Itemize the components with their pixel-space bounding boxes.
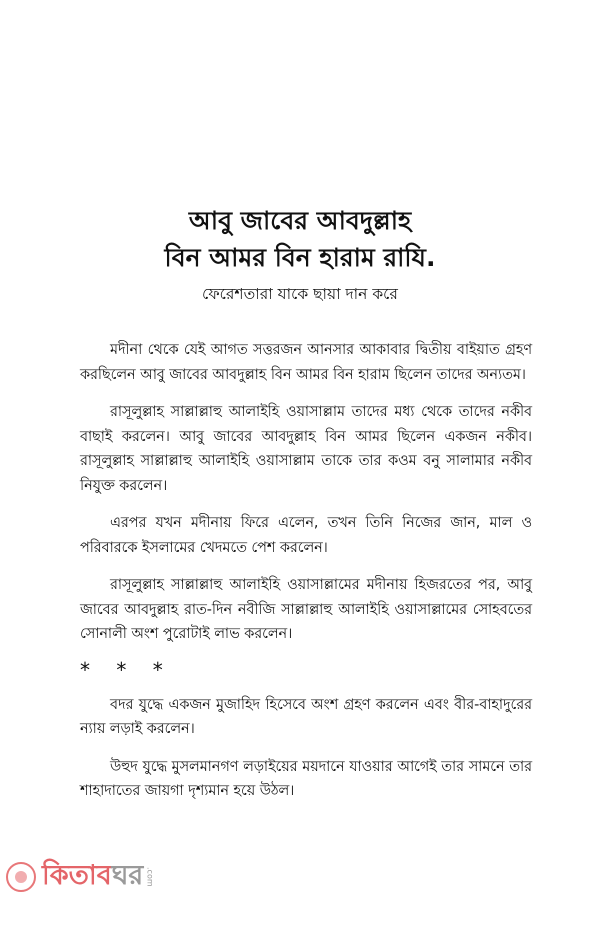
paragraph-5: বদর যুদ্ধে একজন মুজাহিদ হিসেবে অংশ গ্রহণ করলেন এবং বীর-বাহাদুরের ন্যায় লড়াই করলেন।	[80, 696, 532, 737]
chapter-body	[80, 338, 532, 817]
logo-text-accent: ঘর	[111, 859, 144, 891]
paragraph-4: রাসূলুল্লাহ সাল্লাল্লাহু আলাইহি ওয়াসাল্লামের মদীনায় হিজরতের পর, আবু জাবের আবদুল্লাহ রাত-দিন নবীজি সাল্লাল্লাহু আলাইহি ওয়াসাল্লামের সোহবতের সোনালী অংশ পুরোটাই লাভ করলেন।	[80, 577, 532, 642]
paragraph-2: রাসূলুল্লাহ সাল্লাল্লাহু আলাইহি ওয়াসাল্লাম তাদের মধ্য থেকে তাদের নকীব বাছাই করলেন। আবু জাবের আবদুল্লাহ বিন আমর ছিলেন একজন নকীব। রাসূলুল্লাহ সাল্লাল্লাহু আলাইহি ওয়াসাল্লাম তাকে তার কওম বনু সালামার নকীব নিযুক্ত করলেন।	[80, 404, 532, 494]
watermark-logo	[6, 852, 154, 902]
section-separator: * * *	[80, 657, 173, 682]
chapter-subtitle: ফেরেশতারা যাকে ছায়া দান করে	[202, 285, 398, 303]
logo-text-domain: .com	[145, 867, 155, 887]
logo-text-main: কিতাব	[42, 859, 112, 891]
logo-circle-icon	[6, 862, 36, 892]
paragraph-6: উহুদ যুদ্ধে মুসলমানগণ লড়াইয়ের ময়দানে যাওয়ার আগেই তার সামনে তার শাহাদাতের জায়গা দৃশ্যমান হয়ে উঠল।	[80, 758, 532, 799]
chapter-title-line-1: আবু জাবের আবদুল্লাহ	[188, 206, 412, 235]
paragraph-1: মদীনা থেকে যেই আগত সত্তরজন আনসার আকাবার দ্বিতীয় বাইয়াত গ্রহণ করছিলেন আবু জাবের আবদুল্লাহ বিন আমর বিন হারাম ছিলেন তাদের অন্যতম।	[80, 342, 532, 383]
paragraph-3: এরপর যখন মদীনায় ফিরে এলেন, তখন তিনি নিজের জান, মাল ও পরিবারকে ইসলামের খেদমতে পেশ করলেন।	[80, 515, 532, 556]
chapter-title-line-2: বিন আমর বিন হারাম রাযি.	[164, 243, 436, 272]
